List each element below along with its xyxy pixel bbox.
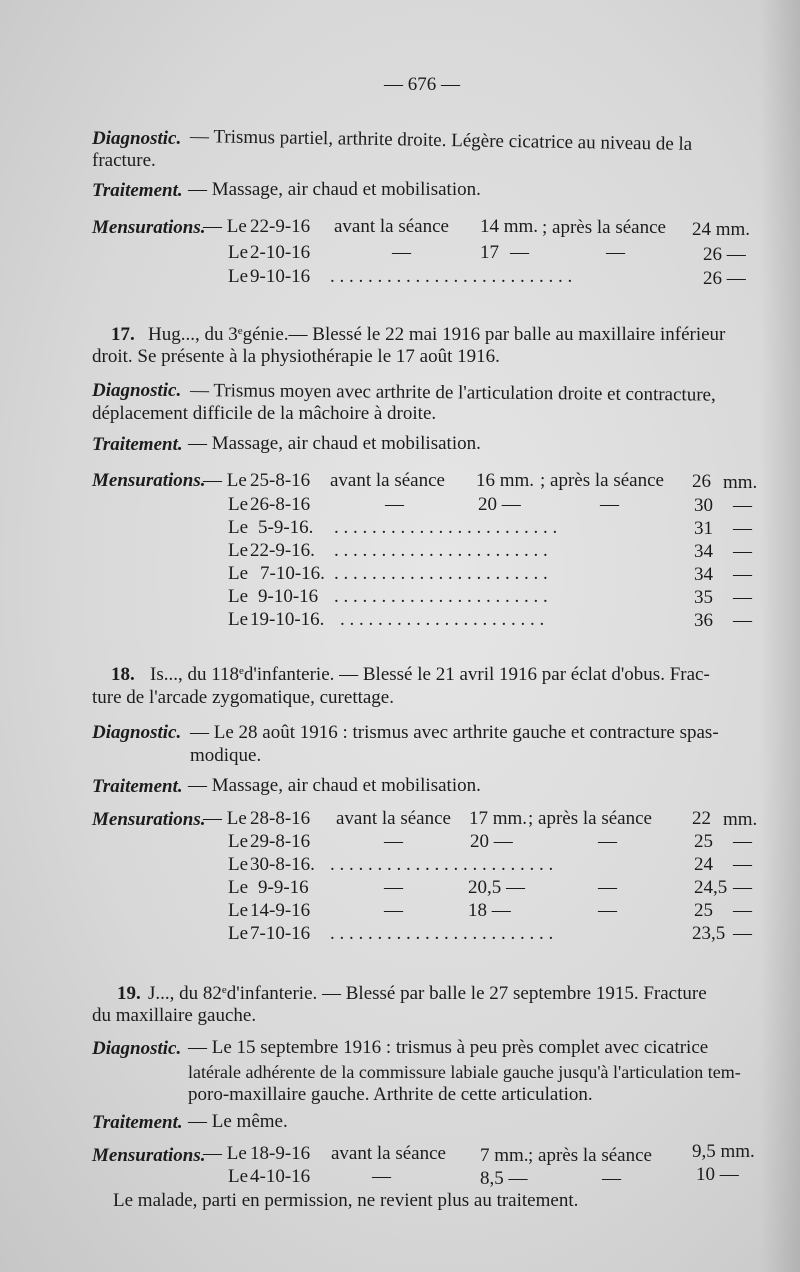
page-edge-shadow xyxy=(760,0,800,1272)
treatment-text: — Massage, air chaud et mobilisation. xyxy=(188,775,481,796)
row-after: 25 xyxy=(694,900,713,921)
row-prefix: Le xyxy=(228,831,249,852)
row-after: 10 — xyxy=(696,1164,739,1185)
row-dash: — xyxy=(598,877,617,898)
diagnostic-label: Diagnostic. xyxy=(92,1038,182,1059)
row-prefix: — Le xyxy=(203,808,247,829)
row-dash: — xyxy=(598,831,617,852)
row-before: 14 mm. xyxy=(480,216,539,237)
row-date: 7-10-16. xyxy=(260,563,325,584)
row-date: 29-8-16 xyxy=(250,831,311,852)
row-date: 7-10-16 xyxy=(250,923,311,944)
row-after: 26 — xyxy=(703,244,746,265)
row-before: 20 — xyxy=(478,494,521,515)
row-date: 19-10-16. xyxy=(250,609,325,630)
row-date: 22-9-16 xyxy=(250,216,311,237)
row-prefix: Le xyxy=(228,494,249,515)
row-date: 26-8-16 xyxy=(250,494,311,515)
row-dash: — xyxy=(384,831,403,852)
diagnostic-text: fracture. xyxy=(92,150,156,171)
row-dash: — xyxy=(372,1166,391,1187)
treatment-text: — Massage, air chaud et mobilisation. xyxy=(188,433,481,454)
row-dots: . . . . . . . . . . . . . . . . . . . . . . . xyxy=(334,586,548,607)
row-after: 23,5 xyxy=(692,923,726,944)
row-prefix: — Le xyxy=(203,1143,247,1164)
diagnostic-text: modique. xyxy=(190,745,262,766)
row-dash: — xyxy=(384,900,403,921)
row-after: 24,5 xyxy=(694,877,728,898)
row-after: 22 xyxy=(692,808,711,829)
row-date: 22-9-16. xyxy=(250,540,315,561)
row-dash: — xyxy=(598,900,617,921)
row-unit: — xyxy=(733,587,752,608)
row-dots: . . . . . . . . . . . . . . . . . . . . . . . . . . xyxy=(330,266,573,287)
diagnostic-text: — Le 15 septembre 1916 : trismus à peu près complet avec cicatrice xyxy=(188,1037,709,1058)
row-label: avant la séance xyxy=(336,808,451,829)
row-prefix: Le xyxy=(228,540,249,561)
row-after-label: ; après la séance xyxy=(542,217,666,238)
row-date: 9-10-16 xyxy=(250,266,311,287)
diagnostic-text: déplacement difficile de la mâchoire à droite. xyxy=(92,403,437,424)
case-number: 18. xyxy=(111,664,135,685)
row-label: avant la séance xyxy=(330,470,445,491)
measurements-label: Mensurations. xyxy=(92,470,206,491)
row-dots: . . . . . . . . . . . . . . . . . . . . . . . . xyxy=(330,854,554,875)
case-number: 19. xyxy=(117,983,141,1004)
case-intro: du maxillaire gauche. xyxy=(92,1005,257,1026)
row-unit: — xyxy=(733,831,752,852)
row-before: 17 mm. xyxy=(469,808,528,829)
row-before: 7 mm. xyxy=(480,1145,529,1166)
diagnostic-label: Diagnostic. xyxy=(92,128,182,149)
row-unit: — xyxy=(733,877,752,898)
row-date: 30-8-16. xyxy=(250,854,315,875)
row-dash: — xyxy=(600,494,619,515)
row-prefix: Le xyxy=(228,586,249,607)
page-number: — 676 — xyxy=(384,74,460,95)
row-dots: . . . . . . . . . . . . . . . . . . . . . . . . xyxy=(334,517,558,538)
case-intro: J..., du 82ed'infanterie. — Blessé par balle le 27 septembre 1915. Fracture xyxy=(148,983,707,1004)
row-after: 26 — xyxy=(703,268,746,289)
diagnostic-text: — Le 28 août 1916 : trismus avec arthrite gauche et contracture spas- xyxy=(190,722,719,743)
row-after: 34 xyxy=(694,564,713,585)
row-before: 17 xyxy=(480,242,499,263)
row-date: 9-10-16 xyxy=(258,586,319,607)
row-prefix: Le xyxy=(228,609,249,630)
row-dash: — xyxy=(606,242,625,263)
treatment-label: Traitement. xyxy=(92,434,183,455)
row-date: 25-8-16 xyxy=(250,470,311,491)
diagnostic-text: — Trismus partiel, arthrite droite. Légère cicatrice au niveau de la xyxy=(189,126,693,155)
row-before: 20 — xyxy=(470,831,513,852)
row-prefix: Le xyxy=(228,1166,249,1187)
row-after: 24 xyxy=(694,854,713,875)
row-unit: mm. xyxy=(723,809,758,830)
row-date: 5-9-16. xyxy=(258,517,314,538)
diagnostic-text: latérale adhérente de la commissure labiale gauche jusqu'à l'articulation tem- xyxy=(188,1062,741,1082)
row-dash: — xyxy=(392,242,411,263)
row-before: 20,5 — xyxy=(468,877,525,898)
row-after: 24 mm. xyxy=(692,219,751,240)
row-unit: — xyxy=(733,564,752,585)
row-dash: — xyxy=(510,242,529,263)
diagnostic-label: Diagnostic. xyxy=(92,380,182,401)
row-date: 4-10-16 xyxy=(250,1166,311,1187)
row-date: 2-10-16 xyxy=(250,242,311,263)
row-unit: — xyxy=(733,900,752,921)
row-dash: — xyxy=(385,494,404,515)
row-label: avant la séance xyxy=(334,216,449,237)
row-dash: — xyxy=(384,877,403,898)
row-after: 25 xyxy=(694,831,713,852)
treatment-label: Traitement. xyxy=(92,180,183,201)
row-prefix: Le xyxy=(228,517,249,538)
row-prefix: Le xyxy=(228,266,249,287)
diagnostic-label: Diagnostic. xyxy=(92,722,182,743)
row-prefix: Le xyxy=(228,877,249,898)
row-after: 30 xyxy=(694,495,713,516)
treatment-label: Traitement. xyxy=(92,1112,183,1133)
row-unit: — xyxy=(733,854,752,875)
treatment-label: Traitement. xyxy=(92,776,183,797)
row-after: 36 xyxy=(694,610,713,631)
row-dots: . . . . . . . . . . . . . . . . . . . . . . . xyxy=(334,540,548,561)
diagnostic-text: — Trismus moyen avec arthrite de l'articulation droite et contracture, xyxy=(189,380,716,406)
row-prefix: Le xyxy=(228,854,249,875)
case-intro: Is..., du 118ed'infanterie. — Blessé le 21 avril 1916 par éclat d'obus. Frac- xyxy=(150,664,710,685)
row-date: 28-8-16 xyxy=(250,808,311,829)
row-label: avant la séance xyxy=(331,1143,446,1164)
row-after: 31 xyxy=(694,518,713,539)
case-intro: ture de l'arcade zygomatique, curettage. xyxy=(92,687,394,708)
row-unit: — xyxy=(733,518,752,539)
row-date: 14-9-16 xyxy=(250,900,311,921)
row-unit: — xyxy=(733,610,752,631)
row-prefix: Le xyxy=(228,563,249,584)
row-after: 35 xyxy=(694,587,713,608)
row-after-label: ; après la séance xyxy=(540,470,664,491)
case-intro: Hug..., du 3egénie.— Blessé le 22 mai 1916 par balle au maxillaire inférieur xyxy=(148,324,726,345)
row-unit: mm. xyxy=(723,472,758,493)
row-date: 9-9-16 xyxy=(258,877,309,898)
treatment-text: — Massage, air chaud et mobilisation. xyxy=(188,179,481,200)
measurements-label: Mensurations. xyxy=(92,217,206,238)
row-dots: . . . . . . . . . . . . . . . . . . . . . . . xyxy=(334,563,548,584)
row-unit: — xyxy=(733,541,752,562)
row-after: 34 xyxy=(694,541,713,562)
row-prefix: Le xyxy=(228,900,249,921)
row-before: 16 mm. xyxy=(476,470,535,491)
row-prefix: — Le xyxy=(203,470,247,491)
row-after-label: ; après la séance xyxy=(528,808,652,829)
row-prefix: Le xyxy=(228,242,249,263)
row-dots: . . . . . . . . . . . . . . . . . . . . . . . . xyxy=(330,923,554,944)
row-unit: — xyxy=(733,923,752,944)
row-date: 18-9-16 xyxy=(250,1143,311,1164)
closing-note: Le malade, parti en permission, ne revient plus au traitement. xyxy=(113,1190,579,1211)
row-dots: . . . . . . . . . . . . . . . . . . . . . . xyxy=(340,609,545,630)
row-prefix: Le xyxy=(228,923,249,944)
row-before: 18 — xyxy=(468,900,511,921)
case-number: 17. xyxy=(111,324,135,345)
row-before: 8,5 — xyxy=(480,1168,528,1189)
case-intro: droit. Se présente à la physiothérapie le 17 août 1916. xyxy=(92,346,500,367)
measurements-label: Mensurations. xyxy=(92,1145,206,1166)
row-after: 26 xyxy=(692,471,711,492)
measurements-label: Mensurations. xyxy=(92,809,206,830)
row-unit: — xyxy=(733,495,752,516)
row-after-label: ; après la séance xyxy=(528,1145,652,1166)
row-prefix: — Le xyxy=(203,216,247,237)
treatment-text: — Le même. xyxy=(188,1111,288,1132)
row-dash: — xyxy=(602,1168,621,1189)
row-after: 9,5 mm. xyxy=(692,1141,755,1162)
diagnostic-text: poro-maxillaire gauche. Arthrite de cette articulation. xyxy=(188,1084,593,1105)
